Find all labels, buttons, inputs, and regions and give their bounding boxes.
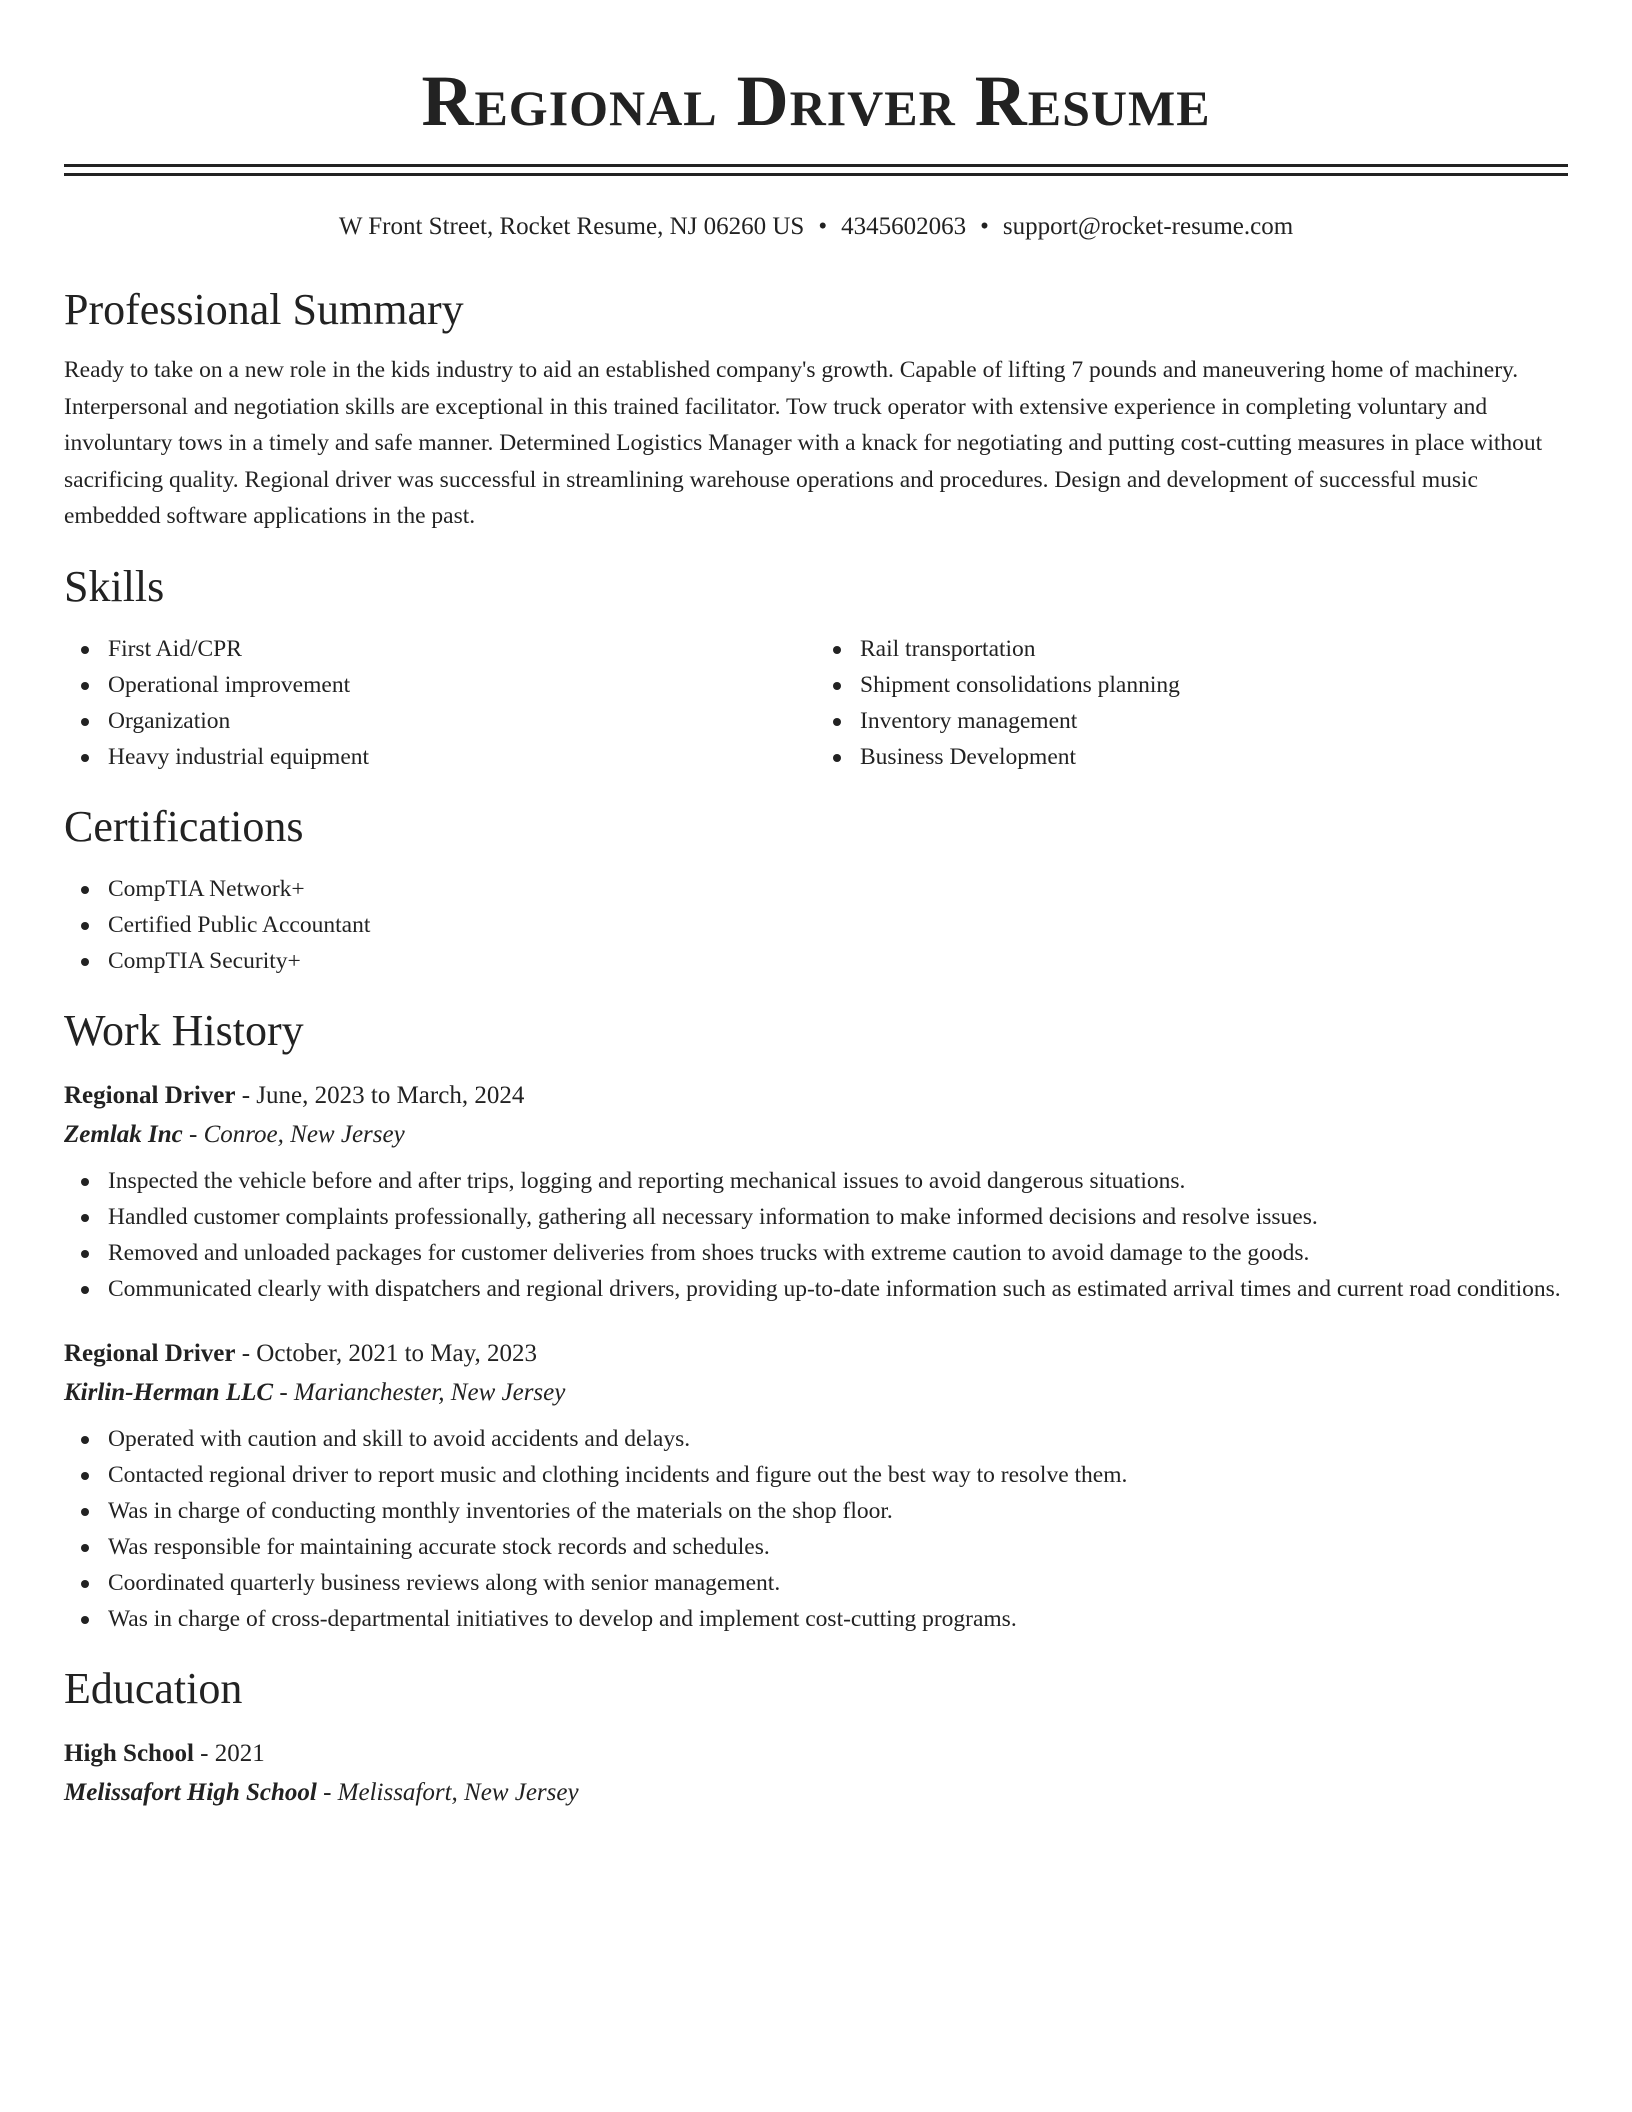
skill-item: Rail transportation [816,631,1568,667]
certification-item: CompTIA Network+ [64,871,1568,907]
job-duties-list [64,1421,1568,1637]
skill-item: Organization [64,703,816,739]
certification-item: CompTIA Security+ [64,943,1568,979]
resume-title: Regional Driver Resume [421,61,1211,141]
job-location: - Conroe, New Jersey [182,1120,405,1148]
contact-separator: • [980,213,989,240]
contact-separator: • [818,213,828,240]
contact-line [64,210,1568,244]
skills-column-right [816,631,1568,775]
certifications-list [64,871,1568,979]
job-title-line [64,1335,1568,1373]
summary-section [64,282,1568,535]
job-duty: Coordinated quarterly business reviews along with senior management. [64,1565,1568,1601]
job-company-line [64,1115,1568,1155]
certifications-section [64,799,1568,979]
skill-item: Business Development [816,739,1568,775]
job-duty: Removed and unloaded packages for customer deliveries from shoes trucks with extreme caution to avoid damage to the goods. [64,1235,1568,1271]
skill-item: First Aid/CPR [64,631,816,667]
title-divider [64,164,1568,176]
skills-column-left [64,631,816,775]
education-school-line [64,1773,1568,1813]
summary-text: Ready to take on a new role in the kids industry to aid an established company's growth. Capable of lifting 7 pounds and maneuvering home of machinery. Interpersonal and negotiation skills are exceptional in this trained facilitator. Tow truck operator with extensive experience in completing voluntary and involuntary tows in a timely and safe manner. Determined Logistics Manager with a knack for negotiating and putting cost-cutting measures in place without sacrificing quality. Regional driver was successful in streamlining warehouse operations and procedures. Design and development of successful music embedded software applications in the past. [64,357,1543,529]
job-duty: Was in charge of conducting monthly inventories of the materials on the shop floor. [64,1493,1568,1529]
skill-item: Inventory management [816,703,1568,739]
job-title: Regional Driver [64,1339,236,1367]
skills-heading: Skills [64,561,165,611]
work-history-section [64,1003,1568,1637]
job-duty: Was in charge of cross-departmental initiatives to develop and implement cost-cutting programs. [64,1601,1568,1637]
job-company: Kirlin-Herman LLC [64,1378,274,1406]
contact-phone: 4345602063 [841,213,967,240]
education-degree: High School [64,1739,194,1767]
job-duty: Was responsible for maintaining accurate stock records and schedules. [64,1529,1568,1565]
job-title: Regional Driver [64,1081,236,1109]
contact-email: support@rocket-resume.com [1002,213,1294,240]
certifications-heading: Certifications [64,801,304,851]
job-location: - Marianchester, New Jersey [273,1378,566,1406]
job-title-line [64,1077,1568,1115]
job-duty: Operated with caution and skill to avoid accidents and delays. [64,1421,1568,1457]
certification-item: Certified Public Accountant [64,907,1568,943]
job-dates: - June, 2023 to March, 2024 [235,1081,525,1109]
skill-item: Shipment consolidations planning [816,667,1568,703]
job-duty: Handled customer complaints professionally, gathering all necessary information to make informed decisions and resolve issues. [64,1199,1568,1235]
job-company: Zemlak Inc [64,1120,183,1148]
skills-section [64,559,1568,775]
education-school: Melissafort High School [64,1778,317,1806]
education-degree-line [64,1735,1568,1773]
education-heading: Education [64,1663,243,1713]
divider-line-bottom [64,173,1568,176]
work-history-heading: Work History [64,1005,304,1055]
job-company-line [64,1373,1568,1413]
job-duty: Communicated clearly with dispatchers and regional drivers, providing up-to-date information such as estimated arrival times and current road conditions. [64,1271,1568,1307]
job-dates: - October, 2021 to May, 2023 [235,1339,537,1367]
education-year: - 2021 [193,1739,265,1767]
job-entry [64,1335,1568,1637]
job-duty: Inspected the vehicle before and after trips, logging and reporting mechanical issues to avoid dangerous situations. [64,1163,1568,1199]
divider-line-top [64,164,1568,167]
summary-heading: Professional Summary [64,285,464,334]
skills-grid [64,631,1568,775]
skill-item: Heavy industrial equipment [64,739,816,775]
education-location: - Melissafort, New Jersey [316,1778,579,1806]
job-entry [64,1077,1568,1307]
skill-item: Operational improvement [64,667,816,703]
contact-address: W Front Street, Rocket Resume, NJ 06260 US [338,213,805,240]
job-duty: Contacted regional driver to report music and clothing incidents and figure out the best way to resolve them. [64,1457,1568,1493]
job-duties-list [64,1163,1568,1307]
education-section [64,1661,1568,1813]
